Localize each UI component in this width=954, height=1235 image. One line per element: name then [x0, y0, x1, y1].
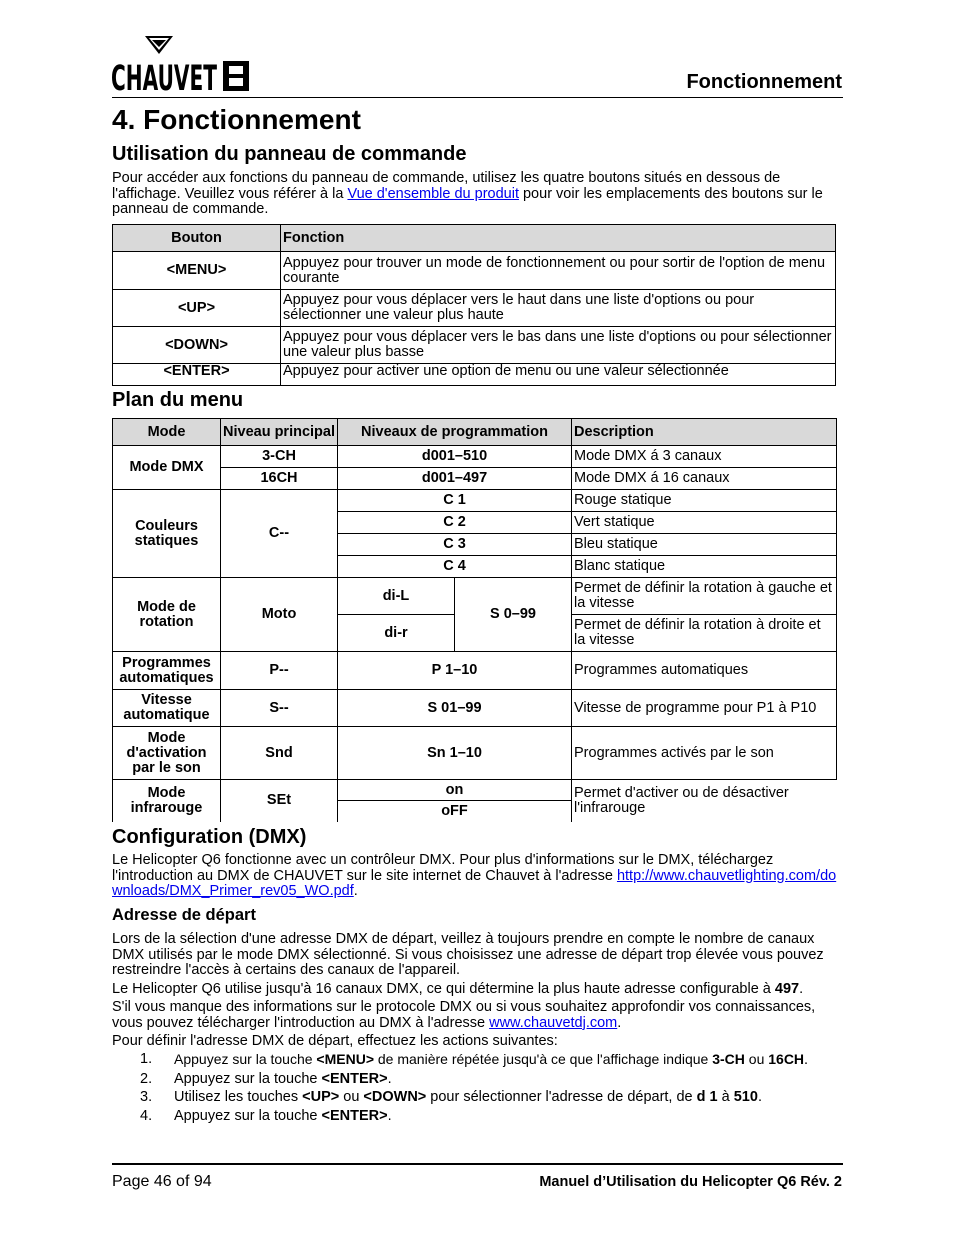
step-text: à	[717, 1089, 734, 1106]
product-overview-link[interactable]: Vue d'ensemble du produit	[347, 185, 519, 202]
mode-cell: Programmes automatiques	[113, 652, 221, 690]
col-header-mode: Mode	[113, 419, 221, 446]
button-name: <UP>	[113, 290, 281, 327]
button-function: Appuyez pour vous déplacer vers le bas dans une liste d'options ou pour sélectionner une valeur plus basse	[281, 327, 836, 364]
p3-text-end: .	[617, 1014, 622, 1031]
table-row	[113, 652, 837, 690]
programming-cell: S 01–99	[338, 690, 572, 727]
button-name: <MENU>	[113, 252, 281, 290]
footer-page-number: Page 46 of 94	[112, 1173, 212, 1190]
main-level-cell: C--	[221, 490, 338, 578]
main-level-cell: Snd	[221, 727, 338, 780]
dmx-config-heading: Configuration (DMX)	[112, 826, 307, 848]
col-header-function: Fonction	[281, 225, 836, 252]
dmx-primer-link[interactable]: http://www.chauvetlighting.com/downloads/DMX_Primer_rev05_WO.pdf	[112, 867, 837, 899]
step-key: <ENTER>	[321, 1108, 388, 1125]
programming-cell: Sn 1–10	[338, 727, 572, 780]
table-row	[113, 468, 837, 490]
description-cell: Mode DMX á 3 canaux	[572, 446, 837, 468]
list-item	[112, 1070, 852, 1089]
step-key: <ENTER>	[321, 1070, 388, 1087]
list-item	[112, 1050, 852, 1070]
col-header-button: Bouton	[113, 225, 281, 252]
description-cell: Mode DMX á 16 canaux	[572, 468, 837, 490]
dmx-config-intro	[112, 853, 843, 900]
table-row	[113, 290, 836, 327]
table-row	[113, 490, 837, 512]
p3-text: S'il vous manque des informations sur le protocole DMX ou si vous souhaitez approfondir vos connaissances, vous pouvez télécharger l'introduction au DMX à l'adresse	[112, 999, 816, 1031]
programming-cell: C 4	[338, 556, 572, 578]
start-address-p1: Lors de la sélection d'une adresse DMX de départ, veillez à toujours prendre en compte le nombre de canaux DMX utilisés par le mode DMX sélectionné. Si vous choisissez une adresse de départ trop élevée vous pouvez restreindre l'accès à certains des canaux de l'appareil.	[112, 931, 824, 978]
mode-cell: Mode infrarouge	[113, 780, 221, 822]
panel-intro-text-end: pour voir les emplacements des boutons sur le panneau de commande.	[112, 185, 823, 217]
step-text: .	[387, 1108, 392, 1125]
dmx-config-text: Le Helicopter Q6 fonctionne avec un contrôleur DMX. Pour plus d'informations sur le DMX, téléchargez l'introduction au DMX de CHAUVET sur le site internet de Chauvet à l'adresse	[112, 852, 774, 884]
description-cell: Rouge statique	[572, 490, 837, 512]
max-address-value: 497	[774, 981, 800, 997]
programming-cell: P 1–10	[338, 652, 572, 690]
step-text: ou	[339, 1089, 364, 1106]
main-level-cell: 3-CH	[221, 446, 338, 468]
footer-rule	[112, 1163, 843, 1165]
step-key: <UP>	[302, 1089, 340, 1106]
description-cell: Programmes activés par le son	[572, 727, 837, 780]
table-row	[113, 327, 836, 364]
button-name: <ENTER>	[113, 364, 281, 386]
steps-list	[112, 1050, 852, 1126]
programming-speed-cell: S 0–99	[455, 578, 572, 652]
dmx-config-text-end: .	[353, 883, 358, 899]
page-title: 4. Fonctionnement	[112, 104, 361, 135]
table-row	[113, 690, 837, 727]
p2-text: Le Helicopter Q6 utilise jusqu'à 16 canaux DMX, ce qui détermine la plus haute adresse configurable à	[112, 981, 775, 997]
programming-cell: C 1	[338, 490, 572, 512]
programming-cell: d001–497	[338, 468, 572, 490]
panel-intro	[112, 171, 843, 218]
step-number: 1.	[140, 1051, 153, 1067]
list-item	[112, 1088, 852, 1107]
description-cell: Permet de définir la rotation à droite et la vitesse	[572, 615, 837, 652]
main-level-cell: S--	[221, 690, 338, 727]
table-row	[113, 252, 836, 290]
chauvet-logo-graphic	[111, 34, 253, 99]
description-cell: Permet de définir la rotation à gauche et la vitesse	[572, 578, 837, 615]
step-value: d 1	[696, 1089, 718, 1106]
header-rule	[112, 97, 843, 98]
main-level-cell: SEt	[221, 780, 338, 822]
table-row	[113, 727, 837, 780]
step-number: 2.	[140, 1070, 153, 1087]
start-address-p3	[112, 1000, 843, 1031]
panel-heading: Utilisation du panneau de commande	[112, 143, 467, 165]
step-text: .	[804, 1052, 809, 1068]
list-item	[112, 1107, 852, 1126]
button-function: Appuyez pour activer une option de menu ou une valeur sélectionnée	[281, 364, 836, 386]
button-function: Appuyez pour trouver un mode de fonctionnement ou pour sortir de l'option de menu courante	[281, 252, 836, 290]
description-cell: Permet d'activer ou de désactiver l'infrarouge	[572, 780, 837, 822]
col-header-description: Description	[572, 419, 837, 446]
table-row	[113, 446, 837, 468]
step-text: .	[757, 1089, 762, 1106]
programming-sub-cell: di-L	[338, 578, 455, 615]
step-text: ou	[744, 1051, 769, 1067]
button-function: Appuyez pour vous déplacer vers le haut dans une liste d'options ou pour sélectionner une valeur plus haute	[281, 290, 836, 327]
button-name: <DOWN>	[113, 327, 281, 364]
main-level-cell: Moto	[221, 578, 338, 652]
mode-cell: Couleurs statiques	[113, 490, 221, 578]
step-text: .	[387, 1070, 392, 1087]
description-cell: Vitesse de programme pour P1 à P10	[572, 690, 837, 727]
panel-intro-text: Pour accéder aux fonctions du panneau de commande, utilisez les quatre boutons situés en dessous de l'affichage. Veuillez vous référer à la	[112, 170, 781, 202]
step-key: <MENU>	[316, 1051, 374, 1067]
start-address-p4: Pour définir l'adresse DMX de départ, effectuez les actions suivantes:	[112, 1033, 558, 1049]
table-row	[113, 780, 837, 801]
step-value: 16CH	[768, 1051, 805, 1067]
step-text: Appuyez sur la touche	[174, 1051, 317, 1067]
p2-text-end: .	[799, 981, 804, 997]
table-row	[113, 364, 836, 386]
step-text: Utilisez les touches	[174, 1089, 303, 1106]
menu-heading: Plan du menu	[112, 389, 244, 411]
header-section-title: Fonctionnement	[686, 71, 842, 93]
step-number: 4.	[140, 1108, 153, 1125]
programming-cell: on	[338, 780, 572, 801]
mode-cell: Mode DMX	[113, 446, 221, 490]
programming-cell: oFF	[338, 801, 572, 822]
menu-map-table	[112, 418, 837, 822]
mode-cell: Mode d'activation par le son	[113, 727, 221, 780]
programming-cell: C 2	[338, 512, 572, 534]
step-value: 510	[733, 1089, 758, 1106]
description-cell: Blanc statique	[572, 556, 837, 578]
programming-cell: C 3	[338, 534, 572, 556]
table-row	[113, 578, 837, 615]
col-header-programming: Niveaux de programmation	[338, 419, 572, 446]
step-number: 3.	[140, 1089, 153, 1106]
main-level-cell: P--	[221, 652, 338, 690]
start-address-heading: Adresse de départ	[112, 906, 256, 924]
description-cell: Programmes automatiques	[572, 652, 837, 690]
footer-manual-title: Manuel d’Utilisation du Helicopter Q6 Rév. 2	[539, 1174, 842, 1190]
start-address-p2	[112, 982, 852, 998]
step-value: 3-CH	[712, 1051, 745, 1067]
step-key: <DOWN>	[363, 1089, 427, 1106]
col-header-main-level: Niveau principal	[221, 419, 338, 446]
programming-sub-cell: di-r	[338, 615, 455, 652]
brand-logo	[111, 34, 253, 99]
mode-cell: Mode de rotation	[113, 578, 221, 652]
step-text: de manière répétée jusqu'à ce que l'affichage indique	[374, 1051, 713, 1067]
description-cell: Vert statique	[572, 512, 837, 534]
step-text: pour sélectionner l'adresse de départ, de	[426, 1089, 697, 1106]
description-cell: Bleu statique	[572, 534, 837, 556]
chauvetdj-link[interactable]: www.chauvetdj.com	[489, 1014, 618, 1031]
panel-buttons-table	[112, 224, 836, 386]
main-level-cell: 16CH	[221, 468, 338, 490]
step-text: Appuyez sur la touche	[174, 1070, 322, 1087]
mode-cell: Vitesse automatique	[113, 690, 221, 727]
step-text: Appuyez sur la touche	[174, 1108, 322, 1125]
programming-cell: d001–510	[338, 446, 572, 468]
svg-text:CHAUVET: CHAUVET	[111, 59, 218, 99]
